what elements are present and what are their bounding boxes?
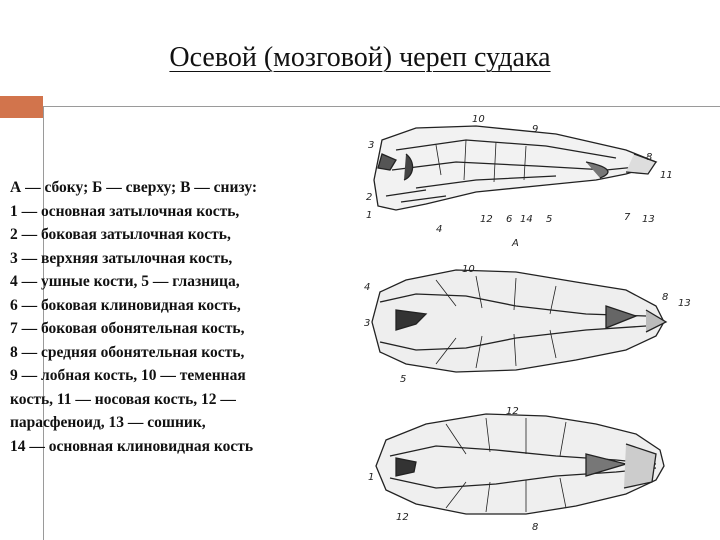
legend-line: 8 — средняя обонятельная кость, <box>10 343 245 361</box>
fig-label: 10 <box>472 114 485 125</box>
fig-label: 5 <box>546 214 553 225</box>
fig-label: 12 <box>396 512 409 523</box>
fig-label: 7 <box>624 212 631 223</box>
legend-line: кость, 11 — носовая кость, 12 — <box>10 390 236 408</box>
fig-label: 12 <box>480 214 493 225</box>
slide-title-text: Осевой (мозговой) череп судака <box>169 42 551 73</box>
legend-line: 2 — боковая затылочная кость, <box>10 226 231 243</box>
fig-label: 2 <box>366 192 373 203</box>
fig-label: 1 <box>368 472 375 483</box>
fig-label: 11 <box>660 170 673 181</box>
fig-label: 3 <box>368 140 375 151</box>
skull-top-view <box>372 270 669 372</box>
legend-line: 1 — основная затылочная кость, <box>10 202 240 220</box>
skull-bottom-view <box>376 414 664 514</box>
fig-label: 12 <box>506 406 519 417</box>
fig-caption: А <box>512 238 519 249</box>
fig-label: 8 <box>532 522 539 533</box>
fig-label: 1 <box>366 210 373 221</box>
legend-text <box>10 176 346 458</box>
legend-line: 9 — лобная кость, 10 — теменная <box>10 367 246 384</box>
fig-label: 14 <box>520 214 533 225</box>
fig-label: 8 <box>662 292 669 303</box>
fig-label: 6 <box>506 214 513 225</box>
fig-label: 10 <box>462 264 475 275</box>
legend-line: А — сбоку; Б — сверху; В — снизу: <box>10 179 258 196</box>
fig-label: 4 <box>436 224 443 235</box>
skull-drawings <box>356 110 720 540</box>
fig-label: 5 <box>400 374 407 385</box>
legend-line: 3 — верхняя затылочная кость, <box>10 249 233 267</box>
fig-label: 13 <box>678 298 691 309</box>
fig-label: 13 <box>642 214 655 225</box>
slide-title <box>0 38 720 78</box>
fig-label: 3 <box>364 318 371 329</box>
skull-side-view <box>374 126 656 210</box>
legend-line: 4 — ушные кости, 5 — глазница, <box>10 273 240 290</box>
fig-label: 9 <box>532 124 539 135</box>
legend-line: 7 — боковая обонятельная кость, <box>10 320 245 337</box>
legend-line: 14 — основная клиновидная кость <box>10 437 254 455</box>
legend-line: парасфеноид, 13 — сошник, <box>10 414 206 431</box>
accent-square <box>0 96 43 118</box>
horizontal-divider <box>43 106 720 107</box>
fig-label: 4 <box>364 282 371 293</box>
skull-illustration <box>356 110 720 540</box>
legend-line: 6 — боковая клиновидная кость, <box>10 296 241 314</box>
fig-label: 8 <box>646 152 653 163</box>
